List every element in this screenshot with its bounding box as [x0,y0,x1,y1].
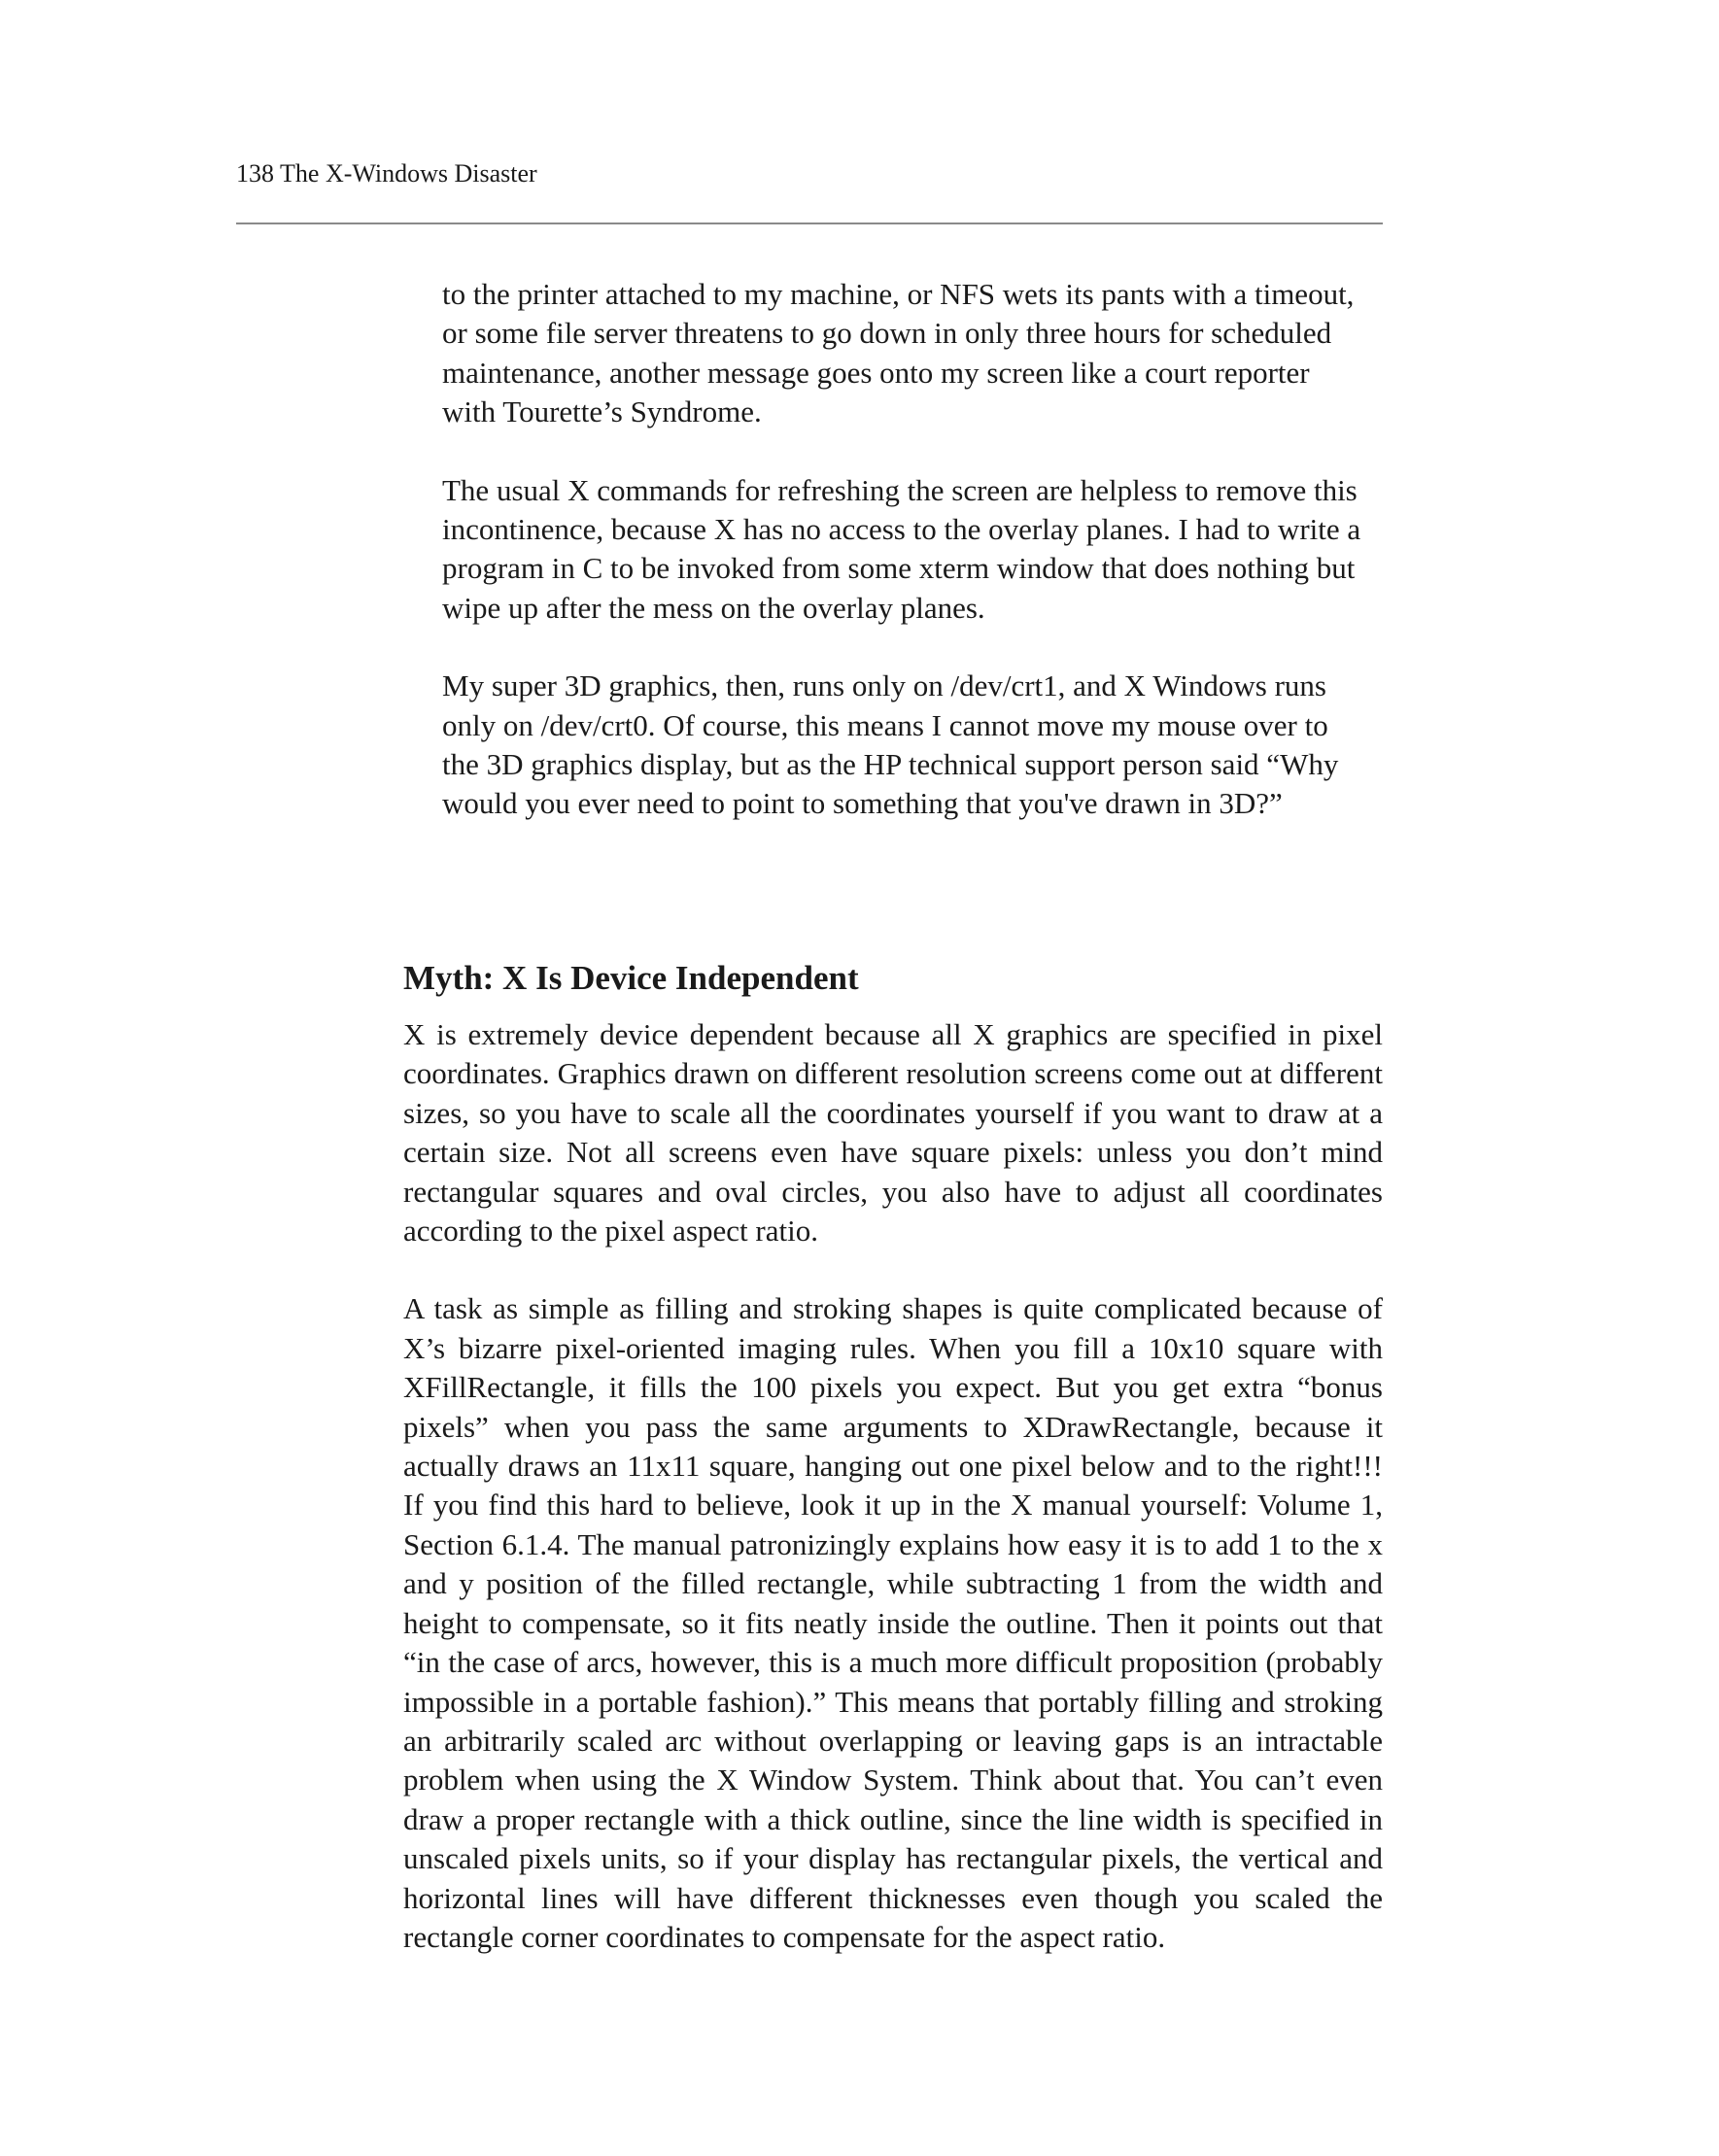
quote-paragraph-1: to the printer attached to my machine, or NFS wets its pants with a timeout, or some file server threatens to go down in only three hours for scheduled maintenance, another message goes onto my screen like a court reporter with Tourette’s Syndrome. [442,277,1355,429]
section-heading: Myth: X Is Device Independent [403,959,859,997]
section-device-independence [403,957,1383,1996]
quoted-passage [442,275,1365,863]
quote-paragraph-3: My super 3D graphics, then, runs only on /dev/crt1, and X Windows runs only on /dev/crt0. Of course, this means I cannot move my mouse over to the 3D graphics display, but as the HP technical support person said “Why would you ever need to point to something that you've drawn in 3D?” [442,668,1339,821]
quote-paragraph-2: The usual X commands for refreshing the screen are helpless to remove this incontinence, because X has no access to the overlay planes. I had to write a program in C to be invoked from some xterm window that does nothing but wipe up after the mess on the overlay planes. [442,472,1361,625]
body-paragraph-1: X is extremely device dependent because all X graphics are specified in pixel coordinates. Graphics drawn on different resolution screens come out at different sizes, so you have to scale all the coordinates yourself if you want to draw at a certain size. Not all screens even have square pixels: unless you don’t mind rectangular squares and oval circles, you also have to adjust all coordinates according to the pixel aspect ratio. [403,1017,1383,1249]
running-head: 138 The X-Windows Disaster [236,159,537,188]
body-paragraph-2: A task as simple as filling and stroking shapes is quite complicated because of X’s bizarre pixel-oriented imaging rules. When you fill a 10x10 square with XFillRectangle, it fills the 100 pixels you expect. But you get extra “bonus pixels” when you pass the same arguments to XDrawRectangle, because it actually draws an 11x11 square, hanging out one pixel below and to the right!!! If you find this hard to believe, look it up in the X manual yourself: Volume 1, Section 6.1.4. The manual patronizingly explains how easy it is to add 1 to the x and y position of the filled rectangle, while subtracting 1 from the width and height to compensate, so it fits neatly inside the outline. Then it points out that “in the case of arcs, however, this is a much more difficult proposition (probably impossible in a portable fashion).” This means that portably filling and stroking an arbitrarily scaled arc without overlapping or leaving gaps is an intractable problem when using the X Window System. Think about that. You can’t even draw a proper rectangle with a thick outline, since the line width is specified in unscaled pixels units, so if your display has rectangular pixels, the vertical and horizontal lines will have different thicknesses even though you scaled the rectangle corner coordinates to compensate for the aspect ratio. [403,1291,1383,1954]
header-rule [236,222,1383,224]
